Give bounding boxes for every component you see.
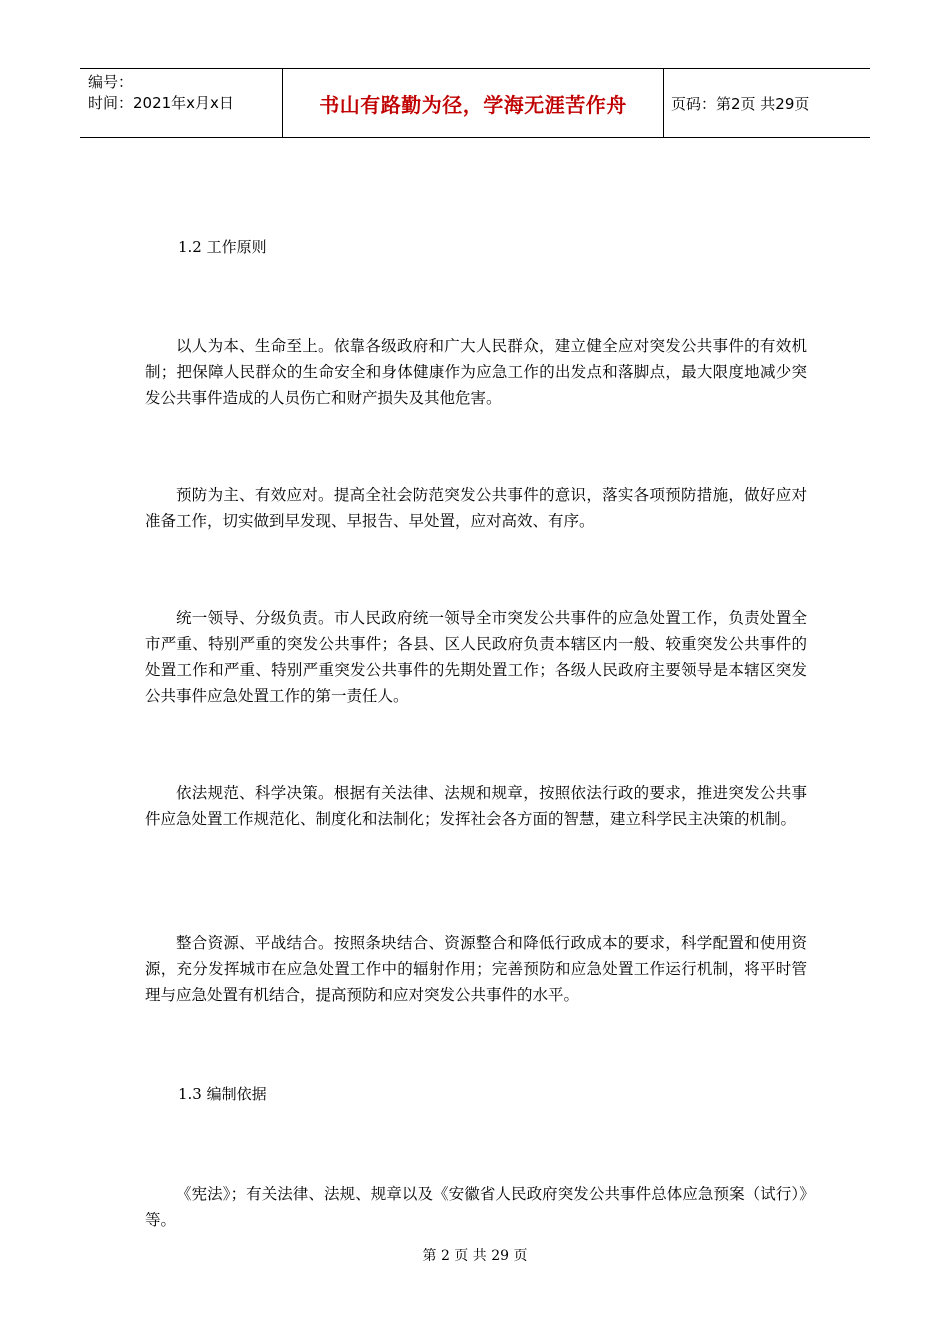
paragraph-legal-basis: 《宪法》；有关法律、法规、规章以及《安徽省人民政府突发公共事件总体应急预案（试行）》等。 bbox=[145, 1185, 807, 1229]
paragraph-prevention: 预防为主、有效应对。提高全社会防范突发公共事件的意识，落实各项预防措施，做好应对准备工作，切实做到早发现、早报告、早处置，应对高效、有序。 bbox=[145, 486, 807, 530]
header-meta bbox=[80, 69, 282, 137]
section-heading-1-2: 1.2 工作原则 bbox=[178, 238, 267, 256]
paragraph-lawful-norms: 依法规范、科学决策。根据有关法律、法规和规章，按照依法行政的要求，推进突发公共事件应急处置工作规范化、制度化和法制化；发挥社会各方面的智慧，建立科学民主决策的机制。 bbox=[145, 784, 807, 828]
time-label: 时间：2021年x月x日 bbox=[88, 94, 234, 112]
page-header bbox=[80, 68, 870, 138]
header-motto: 书山有路勤为径，学海无涯苦作舟 bbox=[319, 92, 627, 117]
paragraph-unified-leadership: 统一领导、分级负责。市人民政府统一领导全市突发公共事件的应急处置工作，负责处置全市严重、特别严重的突发公共事件；各县、区人民政府负责本辖区内一般、较重突发公共事件的处置工作和严重、特别严重突发公共事件的先期处置工作；各级人民政府主要领导是本辖区突发公共事件应急处置工作的第一责任人。 bbox=[145, 609, 807, 705]
section-heading-1-3: 1.3 编制依据 bbox=[178, 1085, 267, 1103]
paragraph-people-first: 以人为本、生命至上。依靠各级政府和广大人民群众，建立健全应对突发公共事件的有效机制；把保障人民群众的生命安全和身体健康作为应急工作的出发点和落脚点，最大限度地减少突发公共事件造成的人员伤亡和财产损失及其他危害。 bbox=[145, 337, 807, 407]
page-footer: 第 2 页 共 29 页 bbox=[422, 1248, 528, 1264]
header-motto-cell bbox=[282, 69, 664, 137]
paragraph-resource-integration: 整合资源、平战结合。按照条块结合、资源整合和降低行政成本的要求，科学配置和使用资源，充分发挥城市在应急处置工作中的辐射作用；完善预防和应急处置工作运行机制，将平时管理与应急处置有机结合，提高预防和应对突发公共事件的水平。 bbox=[145, 934, 807, 1004]
header-page-info: 页码：第2页 共29页 bbox=[671, 94, 810, 113]
number-label: 编号： bbox=[88, 73, 134, 91]
